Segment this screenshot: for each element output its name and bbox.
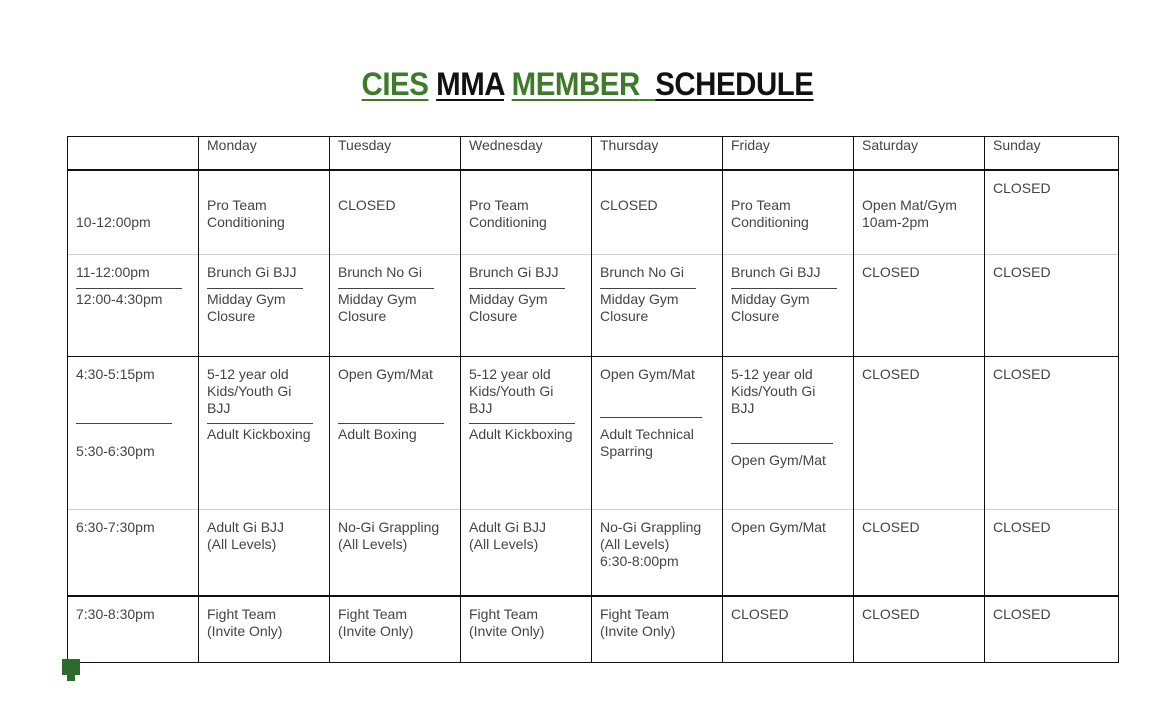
header-wednesday: Wednesday — [461, 137, 592, 170]
schedule-cell: CLOSED — [854, 596, 985, 663]
time-cell: 7:30-8:30pm — [68, 596, 199, 663]
schedule-cell: CLOSED — [854, 510, 985, 596]
schedule-cell: Open Gym/Mat Adult Boxing — [330, 357, 461, 510]
table-row — [68, 510, 1119, 596]
header-thursday: Thursday — [592, 137, 723, 170]
schedule-cell: No-Gi Grappling (All Levels) 6:30-8:00pm — [592, 510, 723, 596]
header-monday: Monday — [199, 137, 330, 170]
schedule-cell: CLOSED — [985, 510, 1119, 596]
time-cell: 6:30-7:30pm — [68, 510, 199, 596]
schedule-cell: Fight Team (Invite Only) — [592, 596, 723, 663]
schedule-cell: Fight Team (Invite Only) — [461, 596, 592, 663]
separator-line — [207, 288, 303, 289]
schedule-cell: Brunch No Gi Midday Gym Closure — [330, 255, 461, 357]
schedule-cell: Brunch No Gi Midday Gym Closure — [592, 255, 723, 357]
schedule-cell: Adult Gi BJJ (All Levels) — [461, 510, 592, 596]
schedule-cell: Brunch Gi BJJ Midday Gym Closure — [723, 255, 854, 357]
title-cies: CIES — [361, 66, 429, 102]
title-schedule: SCHEDULE — [655, 66, 814, 102]
header-time-cell — [68, 137, 199, 170]
table-row — [68, 596, 1119, 663]
schedule-cell: CLOSED — [985, 170, 1119, 255]
separator-line — [76, 423, 172, 424]
title-member: MEMBER — [511, 66, 640, 102]
schedule-cell: CLOSED — [985, 357, 1119, 510]
table-row — [68, 255, 1119, 357]
header-saturday: Saturday — [854, 137, 985, 170]
page-title — [47, 64, 1128, 104]
table-row — [68, 170, 1119, 255]
schedule-cell: 5-12 year old Kids/Youth Gi BJJ Adult Kickboxing — [199, 357, 330, 510]
table-row — [68, 357, 1119, 510]
separator-line — [469, 423, 575, 424]
schedule-cell: CLOSED — [985, 596, 1119, 663]
schedule-cell: Pro Team Conditioning — [461, 170, 592, 255]
time-cell: 10-12:00pm — [68, 170, 199, 255]
header-row — [68, 137, 1119, 170]
time-cell: 11-12:00pm 12:00-4:30pm — [68, 255, 199, 357]
schedule-cell: Pro Team Conditioning — [199, 170, 330, 255]
time-cell: 4:30-5:15pm 5:30-6:30pm — [68, 357, 199, 510]
schedule-cell: Brunch Gi BJJ Midday Gym Closure — [199, 255, 330, 357]
schedule-cell: CLOSED — [723, 596, 854, 663]
header-sunday: Sunday — [985, 137, 1119, 170]
schedule-cell: 5-12 year old Kids/Youth Gi BJJ Open Gym/Mat — [723, 357, 854, 510]
schedule-cell: CLOSED — [985, 255, 1119, 357]
separator-line — [469, 288, 565, 289]
schedule-cell: Open Mat/Gym 10am-2pm — [854, 170, 985, 255]
separator-line — [731, 443, 833, 444]
separator-line — [338, 288, 434, 289]
schedule-table — [67, 136, 1119, 663]
header-friday: Friday — [723, 137, 854, 170]
schedule-cell: No-Gi Grappling (All Levels) — [330, 510, 461, 596]
schedule-cell: Pro Team Conditioning — [723, 170, 854, 255]
separator-line — [207, 423, 313, 424]
separator-line — [600, 288, 696, 289]
schedule-cell: Open Gym/Mat — [723, 510, 854, 596]
schedule-cell: CLOSED — [592, 170, 723, 255]
schedule-cell: CLOSED — [854, 255, 985, 357]
separator-line — [600, 417, 702, 418]
schedule-cell: CLOSED — [330, 170, 461, 255]
separator-line — [731, 288, 837, 289]
title-mma: MMA — [436, 66, 504, 102]
bookmark-icon[interactable] — [62, 659, 80, 675]
schedule-cell: Fight Team (Invite Only) — [330, 596, 461, 663]
schedule-cell: Fight Team (Invite Only) — [199, 596, 330, 663]
separator-line — [76, 288, 182, 289]
schedule-cell: CLOSED — [854, 357, 985, 510]
schedule-cell: 5-12 year old Kids/Youth Gi BJJ Adult Kickboxing — [461, 357, 592, 510]
header-tuesday: Tuesday — [330, 137, 461, 170]
schedule-cell: Open Gym/Mat Adult Technical Sparring — [592, 357, 723, 510]
separator-line — [338, 423, 444, 424]
schedule-cell: Adult Gi BJJ (All Levels) — [199, 510, 330, 596]
schedule-cell: Brunch Gi BJJ Midday Gym Closure — [461, 255, 592, 357]
